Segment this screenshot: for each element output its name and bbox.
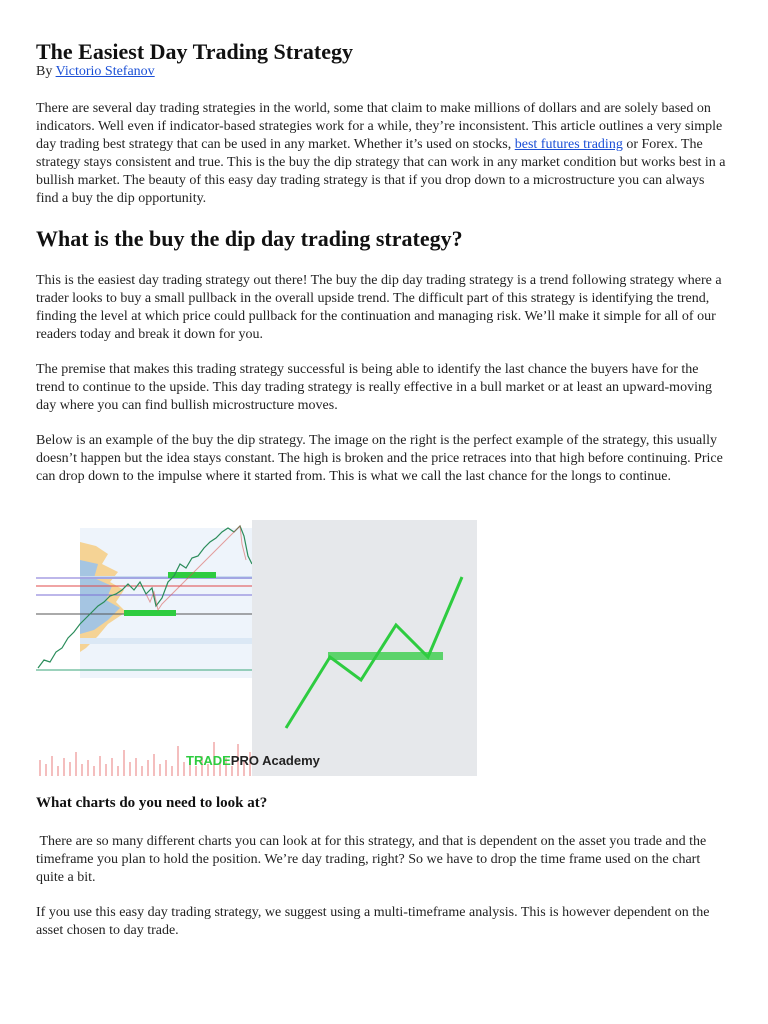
best-futures-trading-link[interactable]: best futures trading — [514, 137, 623, 152]
tradepro-logo-text: TRADEPRO Academy — [186, 753, 320, 768]
byline-prefix: By — [36, 64, 56, 79]
volume-profile — [80, 528, 252, 678]
article-title: The Easiest Day Trading Strategy — [36, 39, 353, 64]
intro-paragraph — [36, 100, 730, 208]
strategy-example-figure — [36, 520, 477, 776]
section2-paragraph-1: There are so many different charts you can look at for this strategy, and that is dependent on the asset you trade and the timeframe you plan to hold the position. We’re day trading, right? So we have to drop the time frame used on the chart quite a bit. — [36, 834, 710, 885]
byline — [36, 64, 155, 80]
section1-paragraph-2: The premise that makes this trading strategy successful is being able to identify the last chance the buyers have for the trend to continue to the upside. This day trading strategy is really effective in a bull market or at least an upward-moving day where you can find bullish microstructure moves. — [36, 362, 712, 413]
schematic-panel — [252, 520, 477, 776]
section1-paragraph-3: Below is an example of the buy the dip strategy. The image on the right is the perfect example of the strategy, this usually doesn’t happen but the idea stays constant. The high is broken and the price retraces into that high before continuing. Price can drop down to the impulse where it started from. This is what we call the last chance for the longs to continue. — [36, 433, 723, 484]
intro-text-2: or Forex. The strategy stays consistent and true. This is the buy the dip strategy that can work in any market condition but works best in a bullish market. The beauty of this easy day trading strategy is that if you drop down to a microstructure you can always find a buy the dip opportunity. — [36, 137, 726, 206]
figure-svg — [36, 520, 477, 776]
section1-paragraph-1: This is the easiest day trading strategy out there! The buy the dip day trading strategy is a trend following strategy where a trader looks to buy a small pullback in the overall upside trend. The difficult part of this strategy is identifying the trend, finding the level at which price could pullback for the continuation and managing risk. We’ll make it simple for all of our readers today and break it down for you. — [36, 273, 722, 342]
section-heading-charts: What charts do you need to look at? — [36, 795, 268, 811]
buy-zone-lower — [124, 610, 176, 616]
author-link[interactable]: Victorio Stefanov — [55, 64, 155, 79]
section-heading-buy-the-dip: What is the buy the dip day trading strategy? — [36, 226, 463, 251]
intro-text-1: There are several day trading strategies in the world, some that claim to make millions of dollars and are solely based on indicators. Well even if indicator-based strategies work for a while, they’re inconsistent. This article outlines a very simple day trading best strategy that can be used in any market. Whether it’s used on stocks, — [36, 101, 723, 152]
section2-paragraph-2: If you use this easy day trading strategy, we suggest using a multi-timeframe analysis. This is however dependent on the asset chosen to day trade. — [36, 905, 710, 938]
